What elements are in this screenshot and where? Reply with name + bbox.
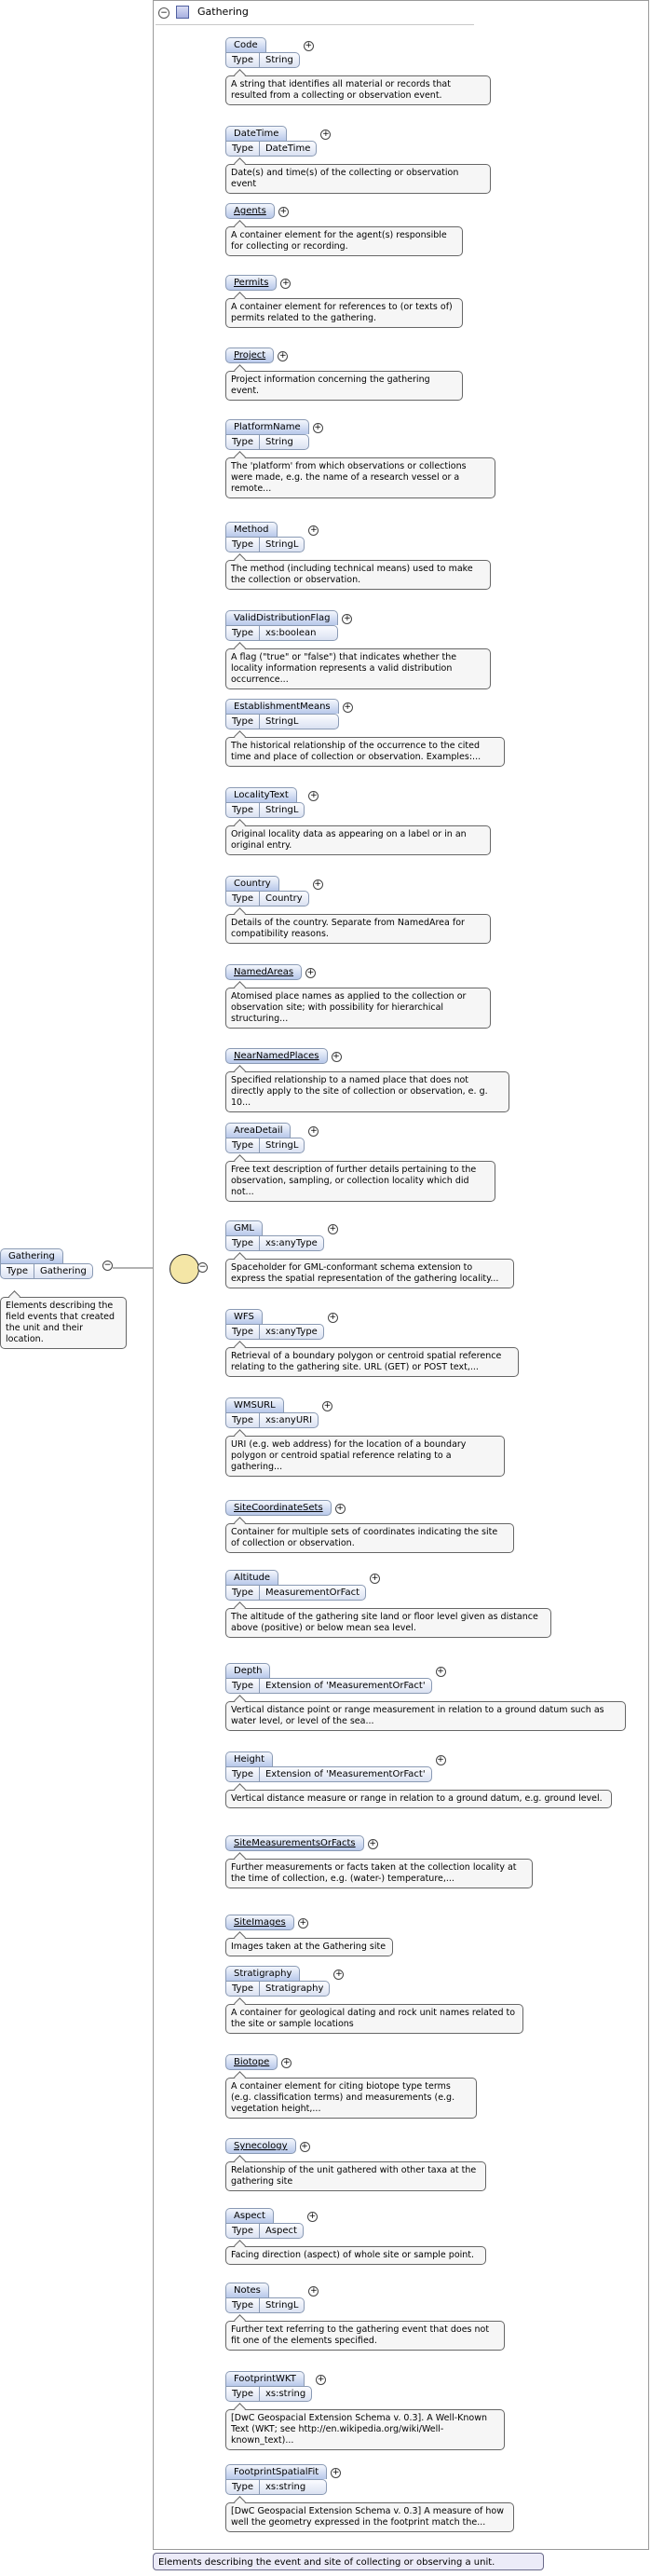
- element-description: Vertical distance point or range measurement in relation to a ground datum such as water level, or level of the sea...: [225, 1701, 626, 1731]
- element-type-row: [225, 141, 317, 157]
- element-description: URI (e.g. web address) for the location of a boundary polygon or centroid spatial reference relating to a gathering...: [225, 1436, 505, 1477]
- element-type-row: [225, 2297, 305, 2313]
- type-value: Extension of 'MeasurementOrFact': [264, 1681, 426, 1691]
- element-name: SiteImages: [225, 1915, 294, 1930]
- type-value: xs:anyType: [264, 1327, 318, 1337]
- collapse-icon[interactable]: −: [198, 1262, 207, 1272]
- expand-icon[interactable]: +: [310, 525, 318, 535]
- type-key: Type: [226, 2387, 260, 2401]
- type-value: xs:string: [264, 2389, 306, 2399]
- element-description: A container element for references to (or texts of) permits related to the gathering.: [225, 298, 463, 328]
- element-description: The method (including technical means) used to make the collection or observation.: [225, 560, 491, 590]
- element-name: SiteCoordinateSets: [225, 1500, 332, 1516]
- type-value: StringL: [264, 1140, 299, 1151]
- element-description: Project information concerning the gathering event.: [225, 371, 463, 401]
- type-key: Type: [226, 1325, 260, 1339]
- element-description: [DwC Geospacial Extension Schema v. 0.3]. A Well-Known Text (WKT; see http://en.wikipedia.org/wiki/Well-known_text)...: [225, 2409, 505, 2450]
- element-areadetail[interactable]: [225, 1123, 305, 1153]
- type-value: Extension of 'MeasurementOrFact': [264, 1769, 426, 1779]
- type-key: Type: [226, 2298, 260, 2312]
- expand-icon[interactable]: +: [314, 879, 321, 889]
- type-key: Type: [226, 2224, 260, 2238]
- element-type-row: [225, 625, 338, 641]
- element-name: PlatformName: [225, 419, 309, 434]
- expand-icon[interactable]: +: [278, 351, 287, 361]
- element-description: Further text referring to the gathering event that does not fit one of the elements specified.: [225, 2321, 505, 2351]
- expand-icon[interactable]: +: [314, 423, 321, 432]
- element-type-row: [225, 891, 309, 906]
- type-value: Aspect: [264, 2226, 297, 2236]
- element-description: A container for geological dating and rock unit names related to the site or sample locations: [225, 2004, 523, 2034]
- element-name: Project: [225, 348, 274, 363]
- type-value: Stratigraphy: [264, 1983, 324, 1994]
- expand-icon[interactable]: +: [371, 1574, 379, 1583]
- element-type-row: [225, 1678, 432, 1694]
- element-name: GML: [225, 1220, 263, 1235]
- element-type-row: [225, 1324, 324, 1340]
- element-name: NamedAreas: [225, 964, 302, 980]
- element-name: AreaDetail: [225, 1123, 291, 1138]
- root-element-gathering[interactable]: [0, 1248, 93, 1279]
- element-type-row: [225, 2223, 304, 2239]
- element-name: Country: [225, 876, 279, 891]
- type-key: Type: [226, 803, 260, 817]
- expand-icon[interactable]: +: [329, 1313, 337, 1322]
- expand-icon[interactable]: +: [335, 1969, 343, 1979]
- element-sitecoordinatesets[interactable]: [225, 1500, 332, 1516]
- element-name: SiteMeasurementsOrFacts: [225, 1835, 364, 1851]
- element-biotope[interactable]: [225, 2054, 278, 2070]
- expand-icon[interactable]: +: [310, 791, 318, 800]
- container-header: [156, 2, 416, 22]
- type-key: Type: [226, 1679, 260, 1693]
- element-type-row: [225, 2386, 312, 2402]
- element-description: Vertical distance measure or range in relation to a ground datum, e.g. ground level.: [225, 1790, 612, 1808]
- element-synecology[interactable]: [225, 2138, 296, 2154]
- element-name: Agents: [225, 203, 275, 219]
- type-value: StringL: [264, 2300, 299, 2310]
- element-type-row: [225, 1235, 324, 1251]
- type-key: Type: [226, 142, 260, 156]
- element-agents[interactable]: [225, 203, 275, 219]
- element-sitemeasurementsorfacts[interactable]: [225, 1835, 364, 1851]
- root-type-value: Gathering: [39, 1266, 87, 1276]
- type-key: Type: [226, 1767, 260, 1781]
- element-type-row: [225, 1412, 319, 1428]
- container-title: Gathering: [197, 6, 249, 18]
- expand-icon[interactable]: +: [329, 1224, 337, 1233]
- element-name: Notes: [225, 2283, 269, 2297]
- element-name: Depth: [225, 1663, 270, 1678]
- element-name: Method: [225, 522, 278, 537]
- element-name: Biotope: [225, 2054, 278, 2070]
- type-key: Type: [226, 1413, 260, 1427]
- element-notes[interactable]: [225, 2283, 305, 2313]
- type-key: Type: [226, 53, 260, 67]
- expand-icon[interactable]: +: [308, 2212, 317, 2221]
- complex-type-icon: [176, 6, 189, 19]
- type-key: Type: [226, 892, 260, 906]
- element-siteimages[interactable]: [225, 1915, 294, 1930]
- element-depth[interactable]: [225, 1663, 432, 1694]
- type-key: Type: [226, 538, 260, 552]
- expand-icon[interactable]: +: [299, 1918, 306, 1928]
- element-type-row: [225, 1585, 366, 1601]
- type-key: Type: [226, 1982, 260, 1996]
- element-description: Retrieval of a boundary polygon or centroid spatial reference relating to the gathering site. URL (GET) or POST text,...: [225, 1347, 519, 1377]
- header-divider: [156, 24, 474, 25]
- expand-icon[interactable]: +: [332, 2468, 340, 2477]
- type-key: Type: [226, 2480, 260, 2494]
- expand-icon[interactable]: +: [332, 1052, 340, 1061]
- expand-icon[interactable]: +: [279, 207, 288, 216]
- type-key: Type: [226, 435, 260, 449]
- element-localitytext[interactable]: [225, 787, 305, 818]
- element-code[interactable]: [225, 37, 300, 68]
- element-name: Synecology: [225, 2138, 296, 2154]
- type-key: Type: [226, 1586, 260, 1600]
- element-name: Altitude: [225, 1570, 278, 1585]
- element-country[interactable]: [225, 876, 309, 906]
- element-aspect[interactable]: [225, 2208, 304, 2239]
- element-description: [DwC Geospacial Extension Schema v. 0.3] A measure of how well the geometry expressed in the footprint match the...: [225, 2502, 514, 2532]
- element-name: DateTime: [225, 126, 287, 141]
- element-type-row: [225, 714, 339, 729]
- element-name: FootprintWKT: [225, 2371, 305, 2386]
- element-altitude[interactable]: [225, 1570, 366, 1601]
- type-value: Country: [264, 893, 303, 904]
- element-footprintwkt[interactable]: [225, 2371, 312, 2402]
- element-description: Atomised place names as applied to the collection or observation site; with possibility for hierarchical structuring...: [225, 988, 491, 1029]
- element-name: Aspect: [225, 2208, 274, 2223]
- element-height[interactable]: [225, 1751, 432, 1782]
- expand-icon[interactable]: +: [310, 1126, 318, 1136]
- root-element-name: Gathering: [0, 1248, 63, 1263]
- element-name: ValidDistributionFlag: [225, 610, 338, 625]
- element-gml[interactable]: [225, 1220, 324, 1251]
- element-footprintspatialfit[interactable]: [225, 2464, 327, 2495]
- element-establishmentmeans[interactable]: [225, 699, 339, 729]
- element-name: Permits: [225, 275, 277, 291]
- element-description: A string that identifies all material or records that resulted from a collecting or observation event.: [225, 75, 491, 105]
- collapse-icon[interactable]: −: [158, 7, 170, 19]
- type-value: String: [264, 55, 293, 65]
- expand-icon[interactable]: +: [437, 1755, 444, 1765]
- expand-icon[interactable]: +: [323, 1401, 332, 1411]
- element-description: Further measurements or facts taken at the collection locality at the time of collection, e.g. (water-) temperature,...: [225, 1859, 533, 1888]
- element-description: The altitude of the gathering site land or floor level given as distance above (positive) or below mean sea level.: [225, 1608, 551, 1638]
- element-validdistributionflag[interactable]: [225, 610, 338, 641]
- root-type-row: [0, 1263, 93, 1279]
- element-type-row: [225, 802, 305, 818]
- root-type-key: Type: [1, 1264, 34, 1278]
- element-permits[interactable]: [225, 275, 277, 291]
- element-description: Original locality data as appearing on a label or in an original entry.: [225, 825, 491, 855]
- container-description: Elements describing the event and site of collecting or observing a unit.: [153, 2553, 544, 2570]
- element-description: Specified relationship to a named place that does not directly apply to the site of collection or observation, e. g. 10...: [225, 1071, 509, 1112]
- expand-icon[interactable]: +: [344, 702, 351, 712]
- type-value: StringL: [264, 716, 299, 727]
- element-type-row: [225, 1138, 305, 1153]
- element-type-row: [225, 537, 305, 552]
- element-project[interactable]: [225, 348, 274, 363]
- element-description: Free text description of further details pertaining to the observation, sampling, or collection locality which did not...: [225, 1161, 495, 1202]
- element-description: A container element for the agent(s) responsible for collecting or recording.: [225, 226, 463, 256]
- element-name: LocalityText: [225, 787, 297, 802]
- type-value: String: [264, 437, 293, 447]
- element-description: A container element for citing biotope type terms (e.g. classification terms) and measurements (e.g. vegetation height,...: [225, 2078, 477, 2119]
- element-type-row: [225, 2479, 327, 2495]
- element-name: Code: [225, 37, 266, 52]
- expand-icon[interactable]: +: [306, 968, 315, 977]
- element-name: WMSURL: [225, 1397, 284, 1412]
- element-name: WFS: [225, 1309, 263, 1324]
- element-type-row: [225, 434, 309, 450]
- element-wmsurl[interactable]: [225, 1397, 319, 1428]
- expand-icon[interactable]: +: [336, 1504, 344, 1513]
- expand-icon[interactable]: +: [305, 41, 313, 50]
- element-type-row: [225, 1766, 432, 1782]
- element-method[interactable]: [225, 522, 305, 552]
- element-description: Spaceholder for GML-conformant schema extension to express the spatial representation of the gathering locality...: [225, 1259, 514, 1288]
- element-description: The historical relationship of the occurrence to the cited time and place of collection or observation. Examples:...: [225, 737, 505, 767]
- expand-icon[interactable]: +: [317, 2375, 325, 2384]
- element-platformname[interactable]: [225, 419, 309, 450]
- element-type-row: [225, 52, 300, 68]
- type-key: Type: [226, 715, 260, 729]
- element-description: Details of the country. Separate from NamedArea for compatibility reasons.: [225, 914, 491, 944]
- expand-icon[interactable]: +: [283, 2058, 291, 2067]
- root-description: Elements describing the field events that created the unit and their location.: [0, 1297, 127, 1349]
- element-description: Date(s) and time(s) of the collecting or observation event: [225, 164, 491, 194]
- element-nearnamedplaces[interactable]: [225, 1048, 328, 1064]
- type-value: xs:boolean: [264, 628, 317, 638]
- sequence-connector-icon: [170, 1254, 199, 1284]
- expand-icon[interactable]: +: [344, 614, 351, 623]
- element-datetime[interactable]: [225, 126, 317, 157]
- expand-icon[interactable]: +: [437, 1667, 444, 1676]
- expand-icon[interactable]: +: [369, 1839, 376, 1848]
- element-name: NearNamedPlaces: [225, 1048, 328, 1064]
- type-key: Type: [226, 1138, 260, 1152]
- expand-icon[interactable]: +: [322, 129, 330, 139]
- expand-icon[interactable]: +: [282, 279, 290, 288]
- element-description: Images taken at the Gathering site: [225, 1938, 393, 1956]
- type-value: StringL: [264, 805, 299, 815]
- element-name: EstablishmentMeans: [225, 699, 339, 714]
- expand-icon[interactable]: −: [103, 1261, 112, 1270]
- element-namedareas[interactable]: [225, 964, 302, 980]
- type-value: MeasurementOrFact: [264, 1588, 359, 1598]
- type-value: xs:anyURI: [264, 1415, 313, 1425]
- type-value: xs:anyType: [264, 1238, 318, 1248]
- element-type-row: [225, 1981, 330, 1997]
- element-description: A flag ("true" or "false") that indicates whether the locality information represents a valid distribution occurrence...: [225, 648, 491, 689]
- element-name: Stratigraphy: [225, 1966, 300, 1981]
- element-stratigraphy[interactable]: [225, 1966, 330, 1997]
- type-key: Type: [226, 1236, 260, 1250]
- expand-icon[interactable]: +: [301, 2142, 308, 2151]
- element-name: FootprintSpatialFit: [225, 2464, 327, 2479]
- element-name: Height: [225, 1751, 273, 1766]
- element-description: Relationship of the unit gathered with other taxa at the gathering site: [225, 2161, 486, 2191]
- element-wfs[interactable]: [225, 1309, 324, 1340]
- expand-icon[interactable]: +: [310, 2286, 318, 2296]
- type-value: xs:string: [264, 2482, 306, 2492]
- element-description: The 'platform' from which observations or collections were made, e.g. the name of a research vessel or a remote...: [225, 457, 495, 498]
- element-description: Facing direction (aspect) of whole site or sample point.: [225, 2246, 486, 2265]
- type-value: DateTime: [264, 143, 311, 154]
- element-description: Container for multiple sets of coordinates indicating the site of collection or observation.: [225, 1523, 514, 1553]
- type-value: StringL: [264, 539, 299, 550]
- type-key: Type: [226, 626, 260, 640]
